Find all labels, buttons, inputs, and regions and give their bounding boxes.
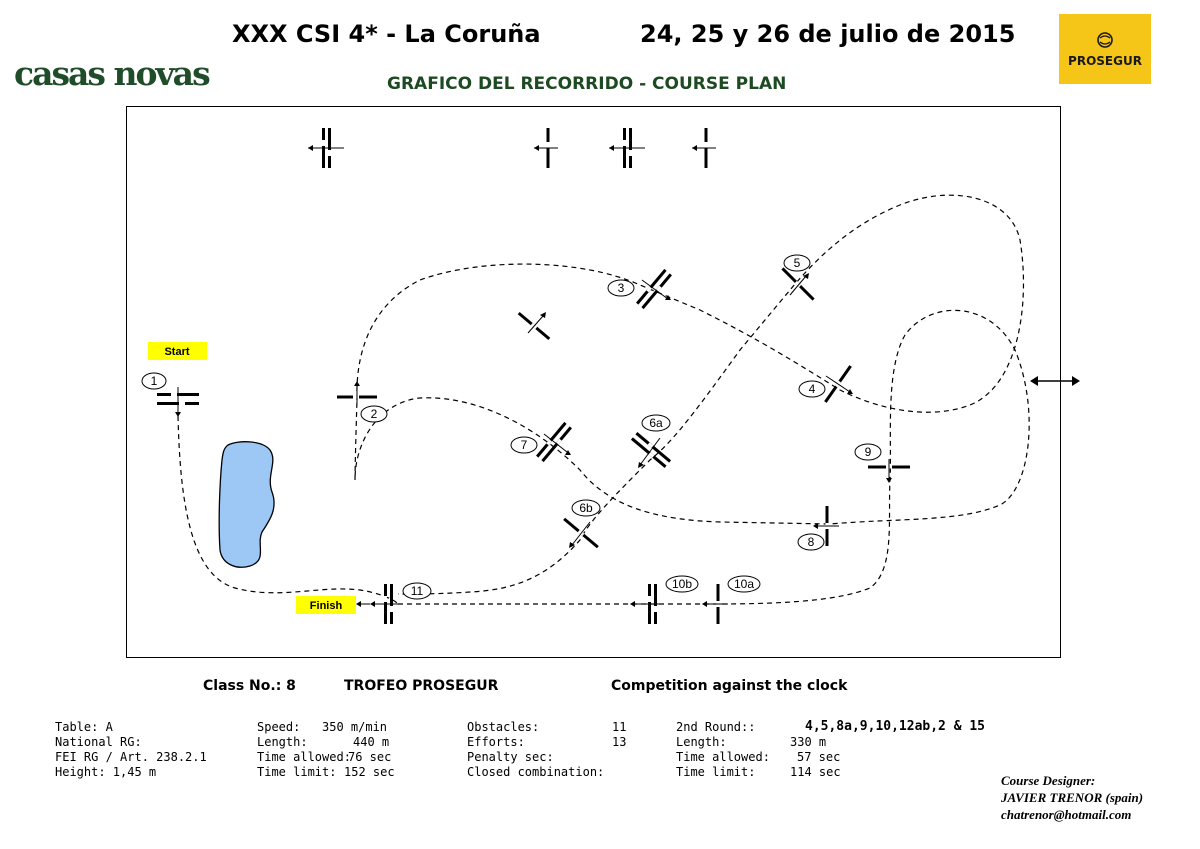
obstacle-6a-label: 6a [649,416,663,430]
finish-label: Finish [309,600,343,612]
obstacles-value: 11 [612,720,627,734]
competition-type: Competition against the clock [611,678,848,694]
second-round-time-allowed-label: Time allowed: [676,750,770,764]
second-round-time-limit-value: 114 sec [790,765,841,779]
warmup-fence [692,128,716,168]
speed-value: 350 m/min [322,720,388,734]
obstacle-4-label: 4 [808,382,816,396]
time-allowed-label: Time allowed: [257,750,351,764]
course-designer-email: chatrenor@hotmail.com [1001,807,1132,822]
obstacle-9 [868,459,910,483]
obstacle-10a-label: 10a [733,577,755,591]
length-value: 440 m [353,735,390,749]
obstacle-2 [337,381,377,405]
entrance-arrow-icon [1030,376,1080,386]
class-number: Class No.: 8 [203,678,296,694]
second-round-length-label: Length: [676,735,727,749]
warmup-fence [609,128,645,168]
obstacle-11-label: 11 [410,584,424,598]
time-limit-value: 152 sec [344,765,395,779]
obstacle-1-label: 1 [150,374,158,388]
obstacle-2-label: 2 [370,407,378,421]
second-round-obstacles-value: 4,5,8a,9,10,12ab,2 & 15 [805,719,986,734]
obstacle-6b-label: 6b [579,501,593,515]
penalty-label: Penalty sec: [467,750,554,764]
obstacle-5-label: 5 [793,256,801,270]
detail-height: Height: 1,45 m [55,765,157,779]
efforts-value: 13 [612,735,627,749]
warmup-fence [534,128,558,168]
course-plan-subtitle: GRAFICO DEL RECORRIDO - COURSE PLAN [387,74,787,94]
time-allowed-value: 76 sec [348,750,392,764]
obstacle-5 [781,267,814,300]
second-round-time-limit-label: Time limit: [676,765,756,779]
speed-label: Speed: [257,720,301,734]
course-designer-name: JAVIER TRENOR (spain) [1001,790,1144,805]
time-limit-label: Time limit: [257,765,337,779]
second-round-length-value: 330 m [790,735,827,749]
detail-national-rg: National RG: [55,735,142,749]
obstacle-3-label: 3 [617,281,625,295]
obstacles-label: Obstacles: [467,720,540,734]
casas-novas-logo: casas novas [14,54,209,93]
length-label: Length: [257,735,308,749]
obstacle-11 [370,584,400,624]
obstacle-7-label: 7 [520,438,528,452]
obstacle-9-label: 9 [864,445,872,459]
second-round-time-allowed-value: 57 sec [797,750,841,764]
warmup-fence [308,128,344,168]
efforts-label: Efforts: [467,735,525,749]
course-designer-title: Course Designer: [1001,773,1096,788]
detail-table: Table: A [55,720,113,734]
obstacle-10b [630,584,664,624]
event-title: XXX CSI 4* - La Coruña [232,20,541,48]
trophy-name: TROFEO PROSEGUR [344,678,499,694]
obstacle-10b-label: 10b [671,577,693,591]
start-label: Start [164,346,190,358]
detail-fei-rg: FEI RG / Art. 238.2.1 [55,750,207,764]
second-round-label: 2nd Round:: [676,720,756,734]
prosegur-logo-text: PROSEGUR [1068,54,1142,68]
obstacle-10a [702,584,728,624]
closed-combination-label: Closed combination: [467,765,605,779]
event-dates: 24, 25 y 26 de julio de 2015 [640,20,1016,48]
obstacle-8-label: 8 [807,535,815,549]
obstacle-1 [157,387,199,417]
